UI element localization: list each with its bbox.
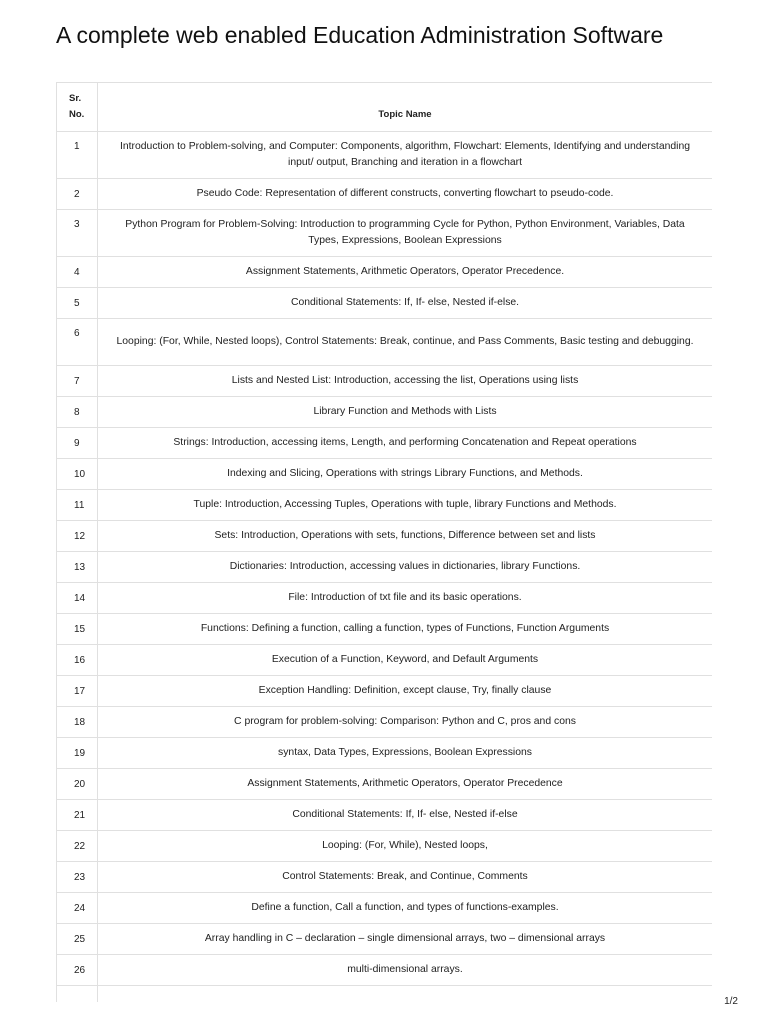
row-topic: Python Program for Problem-Solving: Introduction to programming Cycle for Python, Python Environment, Variables, Data Types, Expressions, Boolean Expressions xyxy=(98,210,713,257)
row-topic: Looping: (For, While, Nested loops), Control Statements: Break, continue, and Pass Comments, Basic testing and debugging. xyxy=(98,319,713,366)
row-number: 22 xyxy=(57,831,98,862)
header-sr-no-label: Sr. No. xyxy=(69,93,85,120)
table-row xyxy=(57,288,713,319)
table-row xyxy=(57,179,713,210)
table-row xyxy=(57,428,713,459)
row-topic: Exception Handling: Definition, except clause, Try, finally clause xyxy=(98,676,713,707)
row-topic: Define a function, Call a function, and types of functions-examples. xyxy=(98,893,713,924)
row-topic: Conditional Statements: If, If- else, Nested if-else xyxy=(98,800,713,831)
row-number: 26 xyxy=(57,955,98,986)
row-topic: Assignment Statements, Arithmetic Operators, Operator Precedence xyxy=(98,769,713,800)
table-row xyxy=(57,552,713,583)
row-topic: Sets: Introduction, Operations with sets, functions, Difference between set and lists xyxy=(98,521,713,552)
row-topic: Strings: Introduction, accessing items, Length, and performing Concatenation and Repeat operations xyxy=(98,428,713,459)
table-row xyxy=(57,924,713,955)
row-number: 9 xyxy=(57,428,98,459)
row-number: 21 xyxy=(57,800,98,831)
row-number: 25 xyxy=(57,924,98,955)
row-topic: Control Statements: Break, and Continue, Comments xyxy=(98,862,713,893)
row-topic: Array handling in C – declaration – single dimensional arrays, two – dimensional arrays xyxy=(98,924,713,955)
row-number: 6 xyxy=(57,319,98,366)
row-number: 19 xyxy=(57,738,98,769)
row-number-empty xyxy=(57,986,98,1003)
row-number: 11 xyxy=(57,490,98,521)
row-topic: Tuple: Introduction, Accessing Tuples, Operations with tuple, library Functions and Methods. xyxy=(98,490,713,521)
table-row xyxy=(57,862,713,893)
row-number: 18 xyxy=(57,707,98,738)
row-number: 13 xyxy=(57,552,98,583)
topics-table xyxy=(56,82,712,1002)
table-row xyxy=(57,583,713,614)
header-sr-no xyxy=(57,83,98,132)
row-number: 7 xyxy=(57,366,98,397)
row-number: 10 xyxy=(57,459,98,490)
header-topic-name: Topic Name xyxy=(98,83,713,132)
row-topic: Library Function and Methods with Lists xyxy=(98,397,713,428)
row-number: 14 xyxy=(57,583,98,614)
row-number: 3 xyxy=(57,210,98,257)
table-row xyxy=(57,955,713,986)
page-number: 1/2 xyxy=(724,996,738,1007)
table-row xyxy=(57,366,713,397)
topics-table-container xyxy=(56,82,712,1002)
row-topic: multi-dimensional arrays. xyxy=(98,955,713,986)
row-topic: Introduction to Problem-solving, and Computer: Components, algorithm, Flowchart: Elements, Identifying and understanding input/ output, Branching and iteration in a flowchart xyxy=(98,132,713,179)
row-topic-empty xyxy=(98,986,713,1003)
table-row xyxy=(57,397,713,428)
row-topic: Assignment Statements, Arithmetic Operators, Operator Precedence. xyxy=(98,257,713,288)
row-topic: Pseudo Code: Representation of different constructs, converting flowchart to pseudo-code. xyxy=(98,179,713,210)
row-topic: Lists and Nested List: Introduction, accessing the list, Operations using lists xyxy=(98,366,713,397)
row-topic: Indexing and Slicing, Operations with strings Library Functions, and Methods. xyxy=(98,459,713,490)
row-number: 15 xyxy=(57,614,98,645)
row-number: 20 xyxy=(57,769,98,800)
row-number: 1 xyxy=(57,132,98,179)
row-topic: C program for problem-solving: Comparison: Python and C, pros and cons xyxy=(98,707,713,738)
table-row xyxy=(57,319,713,366)
row-topic: Looping: (For, While), Nested loops, xyxy=(98,831,713,862)
table-row xyxy=(57,459,713,490)
row-topic: Functions: Defining a function, calling a function, types of Functions, Function Arguments xyxy=(98,614,713,645)
row-topic: syntax, Data Types, Expressions, Boolean Expressions xyxy=(98,738,713,769)
row-number: 17 xyxy=(57,676,98,707)
table-row xyxy=(57,676,713,707)
row-topic: File: Introduction of txt file and its basic operations. xyxy=(98,583,713,614)
table-row xyxy=(57,490,713,521)
table-row xyxy=(57,257,713,288)
row-topic: Dictionaries: Introduction, accessing values in dictionaries, library Functions. xyxy=(98,552,713,583)
table-row xyxy=(57,707,713,738)
row-number: 2 xyxy=(57,179,98,210)
row-number: 4 xyxy=(57,257,98,288)
table-row-partial xyxy=(57,986,713,1003)
row-topic: Execution of a Function, Keyword, and Default Arguments xyxy=(98,645,713,676)
table-row xyxy=(57,738,713,769)
table-row xyxy=(57,132,713,179)
row-number: 16 xyxy=(57,645,98,676)
table-header-row xyxy=(57,83,713,132)
row-number: 12 xyxy=(57,521,98,552)
page-title: A complete web enabled Education Administration Software xyxy=(56,22,664,48)
row-number: 8 xyxy=(57,397,98,428)
table-row xyxy=(57,831,713,862)
table-row xyxy=(57,893,713,924)
table-row xyxy=(57,645,713,676)
table-row xyxy=(57,800,713,831)
row-number: 5 xyxy=(57,288,98,319)
row-topic: Conditional Statements: If, If- else, Nested if-else. xyxy=(98,288,713,319)
table-row xyxy=(57,769,713,800)
row-number: 24 xyxy=(57,893,98,924)
table-row xyxy=(57,521,713,552)
table-row xyxy=(57,210,713,257)
table-row xyxy=(57,614,713,645)
row-number: 23 xyxy=(57,862,98,893)
